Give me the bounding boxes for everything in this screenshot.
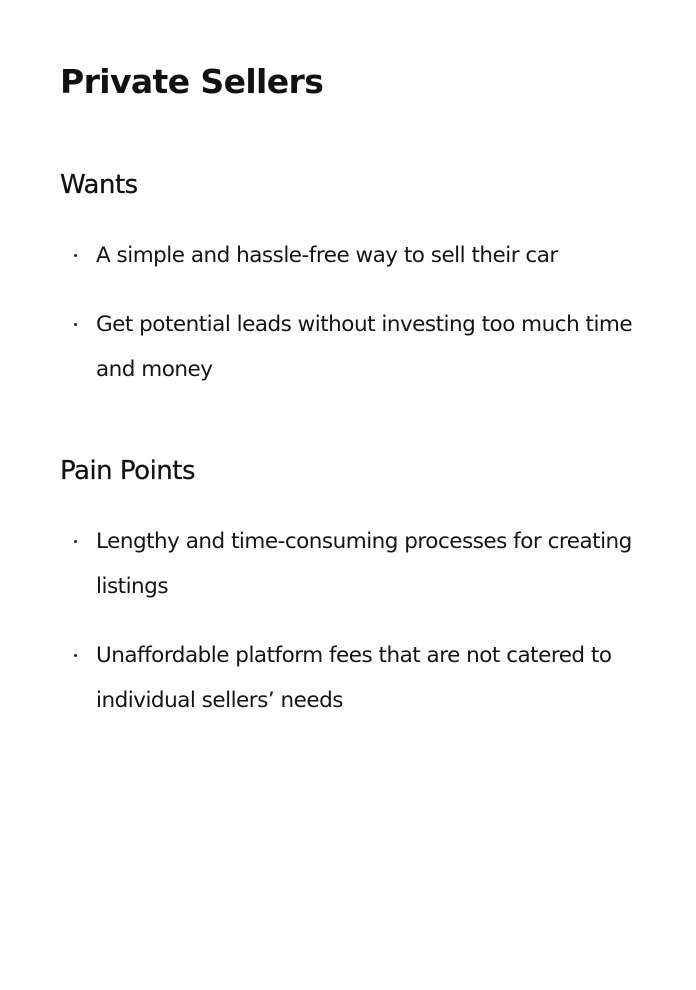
list-item-text: Lengthy and time-consuming processes for creating listings (96, 529, 632, 599)
pain-points-section (60, 454, 636, 723)
bullet-icon (74, 540, 77, 543)
page-title: Private Sellers (60, 62, 324, 101)
list-item-text: Get potential leads without investing too much time and money (96, 312, 633, 382)
wants-section (60, 168, 636, 392)
list-item (60, 233, 636, 278)
wants-heading: Wants (60, 170, 138, 200)
wants-list (60, 233, 636, 392)
list-item-text: A simple and hassle-free way to sell their car (96, 243, 558, 268)
list-item-text: Unaffordable platform fees that are not catered to individual sellers’ needs (96, 643, 612, 713)
bullet-icon (74, 654, 77, 657)
list-item (60, 633, 636, 723)
bullet-icon (74, 323, 77, 326)
pain-points-heading: Pain Points (60, 456, 196, 486)
bullet-icon (74, 254, 77, 257)
list-item (60, 519, 636, 609)
pain-points-list (60, 519, 636, 723)
list-item (60, 302, 636, 392)
